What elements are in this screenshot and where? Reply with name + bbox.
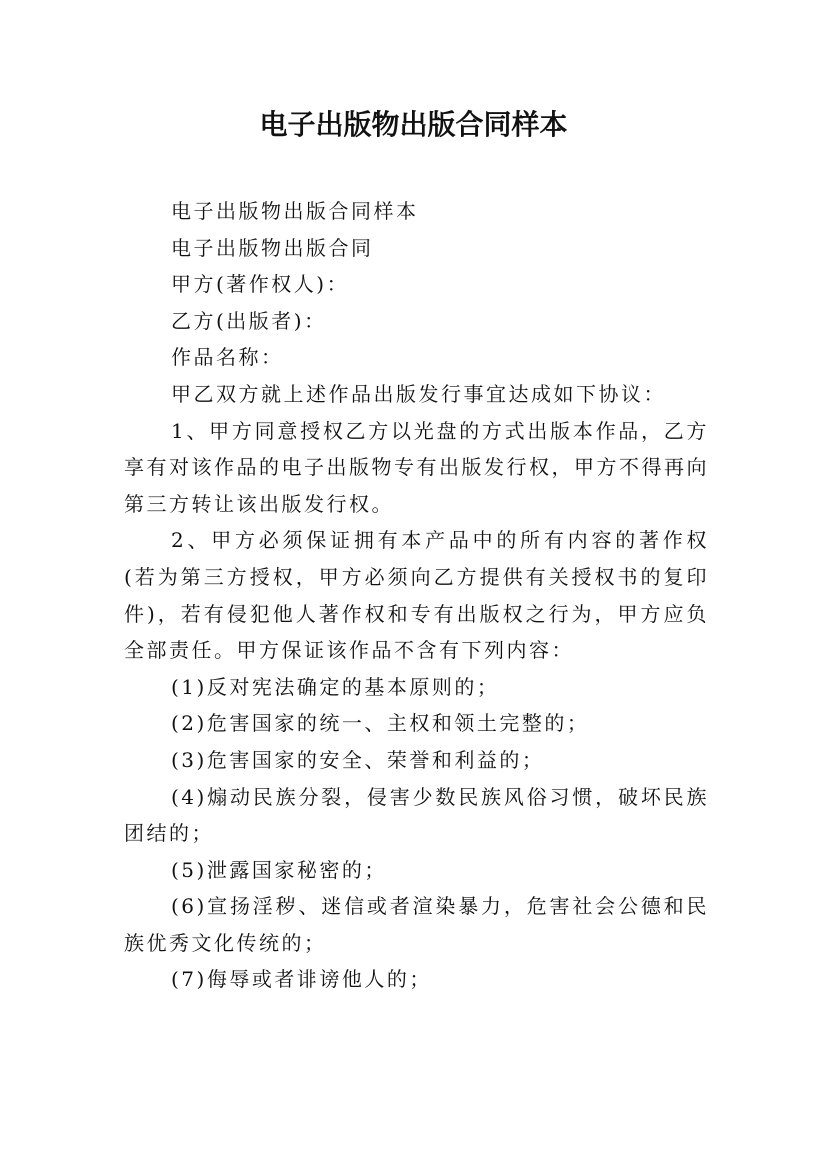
paragraph-agreement-intro: 甲乙双方就上述作品出版发行事宜达成如下协议： bbox=[171, 381, 666, 406]
list-item-3: (3)危害国家的安全、荣誉和利益的； bbox=[171, 747, 545, 772]
list-item-4: (4)煽动民族分裂，侵害少数民族风俗习惯，破坏民族团结的； bbox=[124, 784, 709, 846]
paragraph-heading-repeat: 电子出版物出版合同样本 bbox=[171, 199, 419, 223]
paragraph-contract-name: 电子出版物出版合同 bbox=[171, 235, 374, 260]
list-item-6: (6)宣扬淫秽、迷信或者渲染暴力，危害社会公德和民族优秀文化传统的； bbox=[124, 894, 709, 955]
list-item-1: (1)反对宪法确定的基本原则的； bbox=[171, 674, 500, 699]
clause-2: 2、甲方必须保证拥有本产品中的所有内容的著作权(若为第三方授权，甲方必须向乙方提供有关授权书的复印件)，若有侵犯他人著作权和专有出版权之行为，甲方应负全部责任。甲方保证该作品不含有下列内容： bbox=[124, 528, 709, 663]
document-title: 电子出版物出版合同样本 bbox=[259, 108, 568, 141]
document-body bbox=[124, 193, 709, 998]
list-item-2: (2)危害国家的统一、主权和领土完整的； bbox=[171, 711, 590, 736]
list-item-5: (5)泄露国家秘密的； bbox=[171, 857, 387, 882]
paragraph-party-b: 乙方(出版者)： bbox=[171, 308, 327, 333]
paragraph-party-a: 甲方(著作权人)： bbox=[171, 272, 350, 297]
clause-1: 1、甲方同意授权乙方以光盘的方式出版本作品，乙方享有对该作品的电子出版物专有出版发行权，甲方不得再向第三方转让该出版发行权。 bbox=[124, 418, 709, 516]
paragraph-work-name: 作品名称： bbox=[171, 345, 284, 370]
list-item-7: (7)侮辱或者诽谤他人的； bbox=[171, 967, 432, 992]
